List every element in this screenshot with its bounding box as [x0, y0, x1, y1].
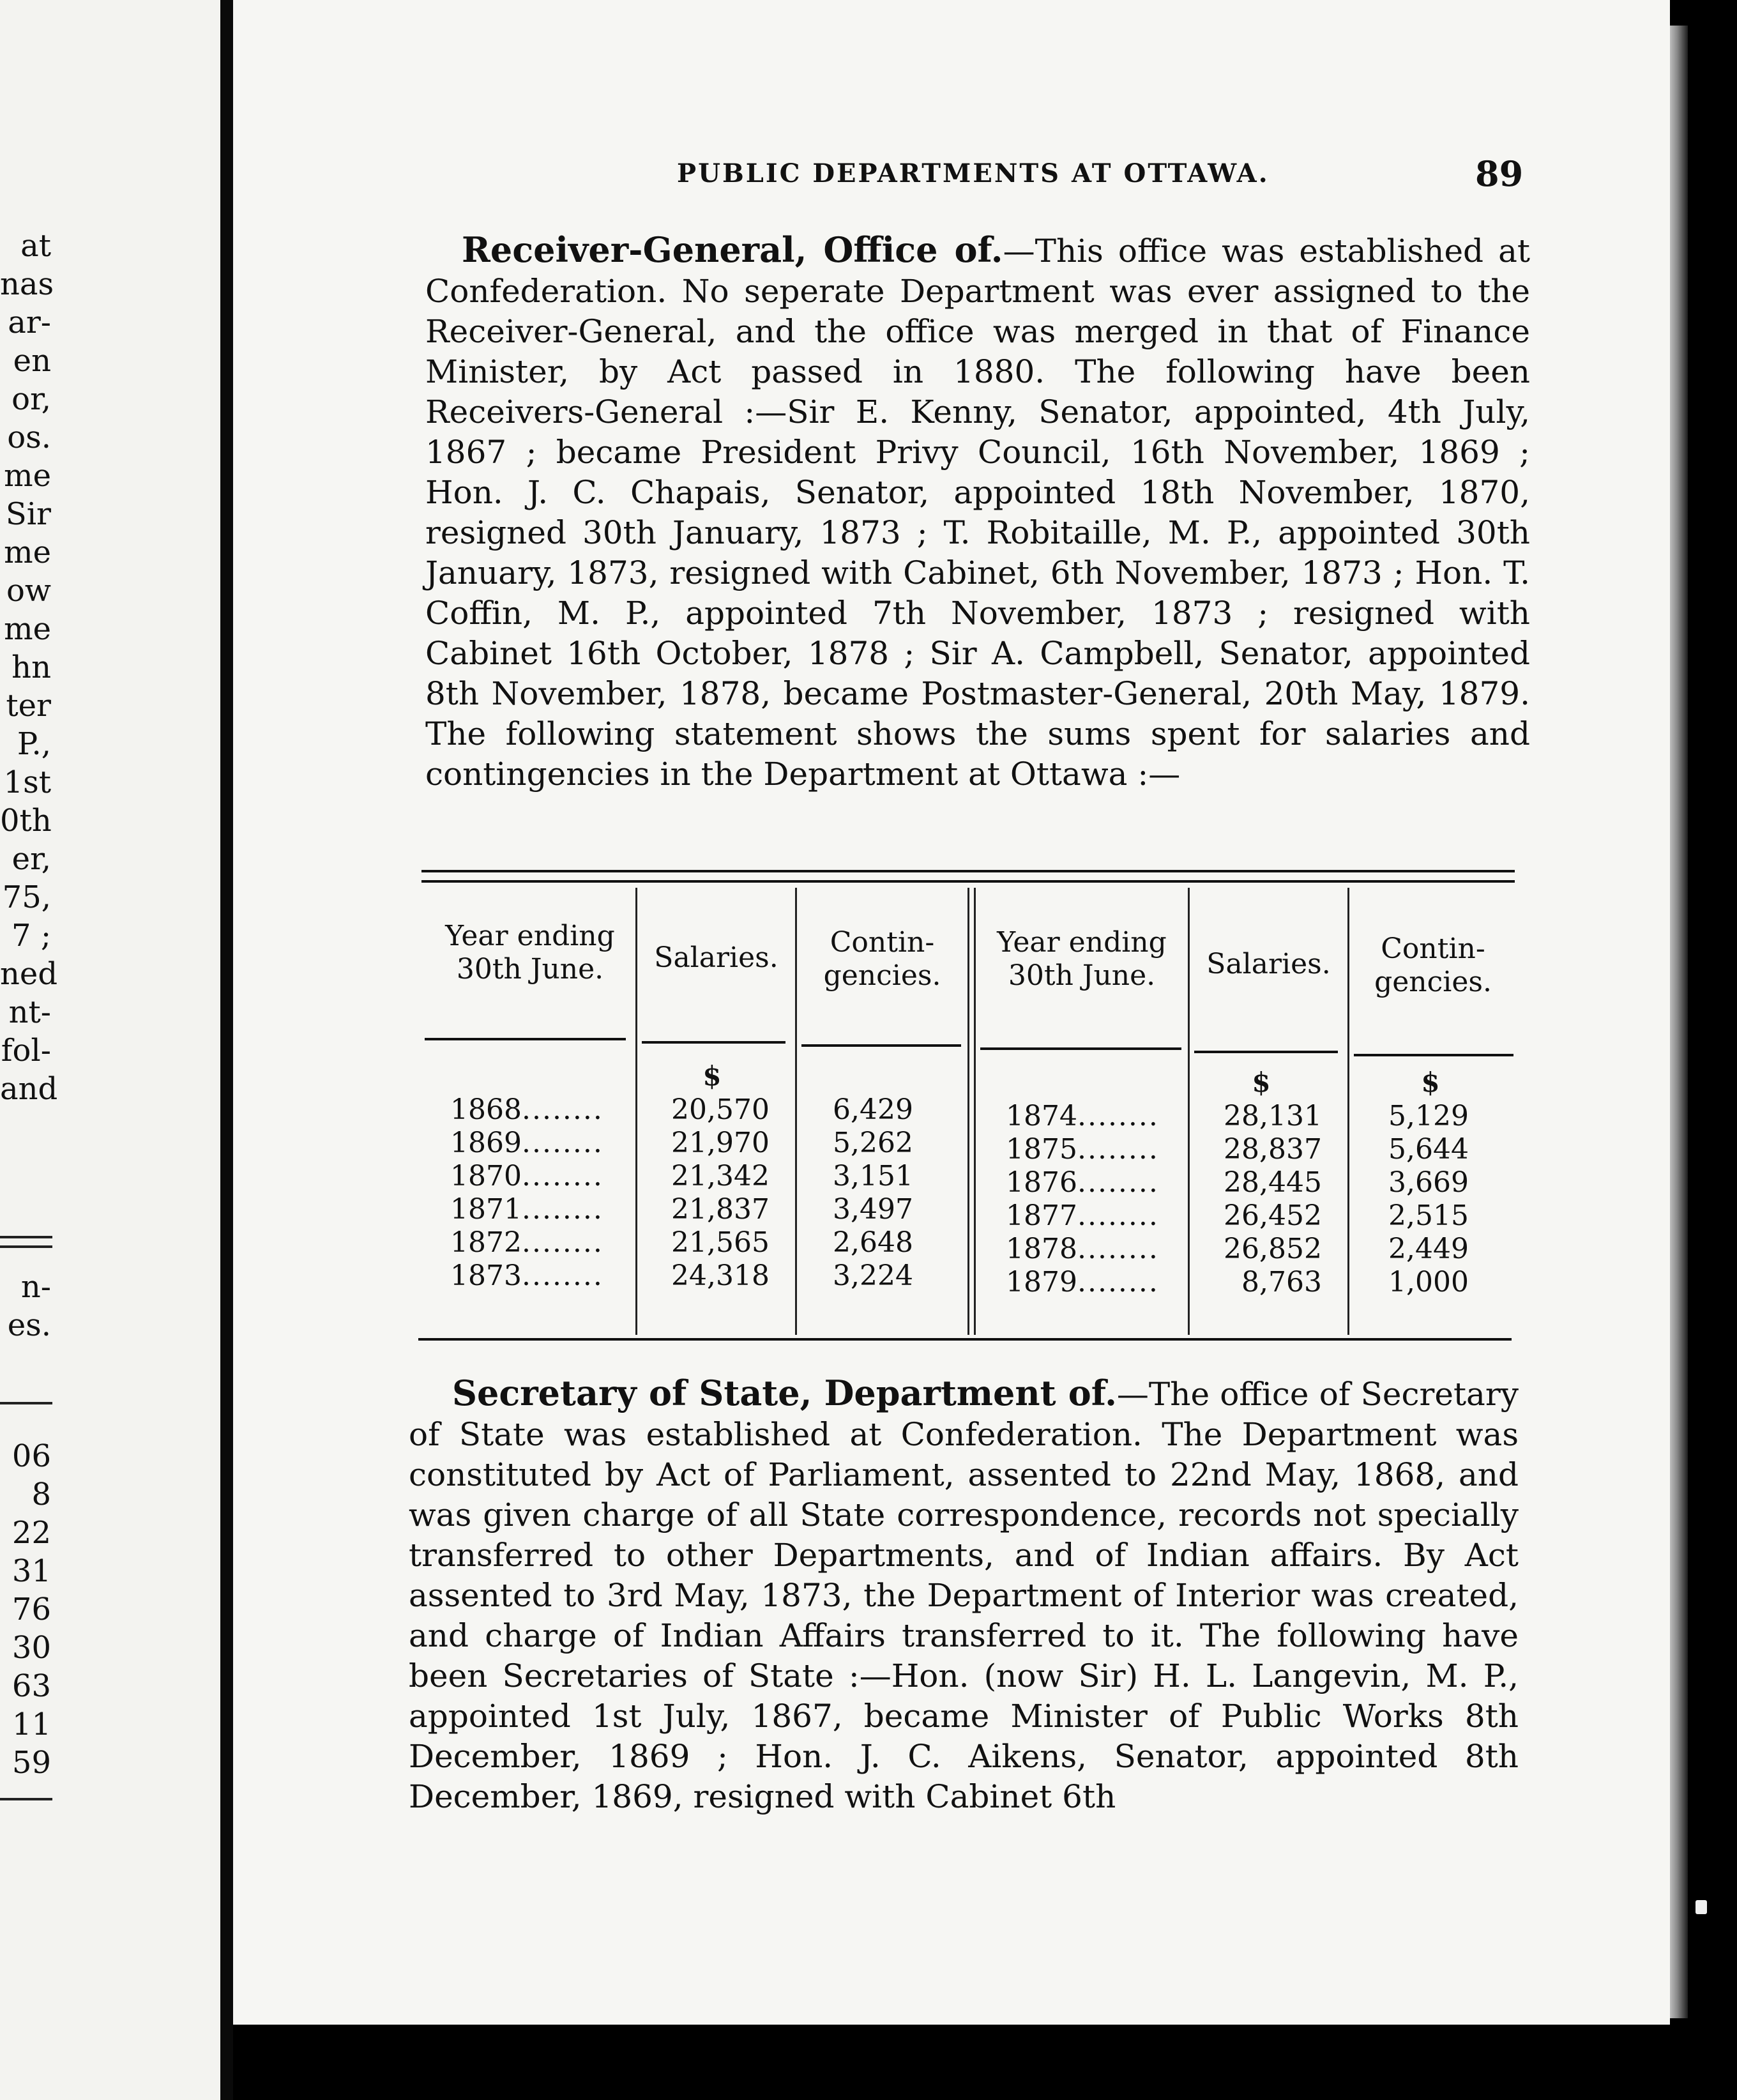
adjacent-page-fragment-text: 06 — [11, 1438, 51, 1474]
adjacent-page-fragment-text: 11 — [11, 1707, 51, 1742]
adjacent-page-fragment-text: or, — [11, 381, 51, 417]
adjacent-page-fragment-text: es. — [7, 1307, 51, 1343]
adjacent-page-fragment-text: 59 — [11, 1745, 51, 1781]
adjacent-page-fragment-text: n- — [20, 1269, 51, 1305]
header-year-ending-right: Year ending 30th June. — [997, 926, 1167, 992]
table-cell-salaries: 24,318 — [671, 1259, 770, 1292]
book-gutter — [220, 0, 233, 2100]
adjacent-page-fragment-text: me — [4, 458, 51, 494]
header-rule — [425, 1038, 626, 1040]
header-salaries-right: Salaries. — [1206, 948, 1331, 980]
column-separator — [967, 888, 969, 1335]
table-top-rule — [421, 870, 1515, 872]
adjacent-page-fragment — [0, 0, 220, 2100]
currency-sign: $ — [1252, 1067, 1271, 1098]
adjacent-page-rule — [0, 1798, 52, 1800]
table-cell-salaries: 20,570 — [671, 1093, 770, 1126]
table-cell-salaries: 28,445 — [1224, 1166, 1322, 1199]
table-row-year: 1871........ — [450, 1193, 603, 1226]
table-cell-salaries: 28,837 — [1224, 1133, 1322, 1166]
table-cell-contingencies: 5,129 — [1388, 1100, 1469, 1132]
table-row-year: 1877........ — [1006, 1199, 1159, 1232]
running-head: PUBLIC DEPARTMENTS AT OTTAWA. — [677, 158, 1270, 188]
table-cell-salaries: 26,452 — [1224, 1199, 1322, 1232]
receiver-general-body: —This office was established at Confederation. No seperate Department was ever assigned to the Receiver-General, and the office was merged in that of Finance Minister, by Act passed in 1880. The following have been Receivers-General :—Sir E. Kenny, Senator, appointed, 4th July, 1867 ; became President Privy Council, 16th November, 1869 ; Hon. J. C. Chapais, Senator, appointed 18th November, 1870, resigned 30th January, 1873 ; T. Robitaille, M. P., appointed 30th January, 1873, resigned with Cabinet, 6th November, 1873 ; Hon. T. Coffin, M. P., appointed 7th November, 1873 ; resigned with Cabinet 16th October, 1878 ; Sir A. Campbell, Senator, appointed 8th November, 1878, became Postmaster-General, 20th May, 1879. The following statement shows the sums spent for salaries and contingencies in the Department at Ottawa :— — [425, 232, 1530, 793]
adjacent-page-fragment-text: 22 — [11, 1515, 51, 1551]
table-top-rule — [421, 880, 1515, 883]
adjacent-page-fragment-text: 7 ; — [11, 918, 51, 954]
table-cell-salaries: 21,565 — [671, 1226, 770, 1259]
page-number: 89 — [1475, 153, 1524, 194]
header-rule — [980, 1047, 1181, 1050]
table-bottom-rule — [418, 1338, 1512, 1341]
table-row-year: 1878........ — [1006, 1233, 1159, 1265]
currency-sign: $ — [702, 1060, 722, 1092]
header-contingencies-left: Contin- gencies. — [823, 926, 941, 992]
adjacent-page-fragment-text: 30 — [11, 1630, 51, 1666]
table-cell-contingencies: 3,497 — [833, 1193, 913, 1226]
table-cell-contingencies: 3,669 — [1388, 1166, 1469, 1199]
adjacent-page-fragment-text: 75, — [2, 879, 51, 915]
table-row-year: 1874........ — [1006, 1100, 1159, 1132]
adjacent-page-fragment-text: en — [13, 343, 51, 379]
adjacent-page-rule — [0, 1402, 52, 1404]
adjacent-page-fragment-text: and — [0, 1071, 58, 1107]
adjacent-page-fragment-text: me — [4, 611, 51, 647]
adjacent-page-fragment-text: nt- — [8, 994, 51, 1030]
adjacent-page-fragment-text: os. — [7, 420, 51, 455]
table-cell-contingencies: 2,648 — [833, 1226, 913, 1259]
adjacent-page-fragment-text: me — [4, 535, 51, 570]
adjacent-page-fragment-text: 1st — [3, 765, 51, 800]
table-row-year: 1870........ — [450, 1160, 603, 1192]
table-cell-contingencies: 2,515 — [1388, 1199, 1469, 1232]
adjacent-page-rule — [0, 1236, 52, 1238]
adjacent-page-fragment-text: hn — [11, 650, 51, 685]
table-cell-contingencies: 5,644 — [1388, 1133, 1469, 1166]
header-rule — [1354, 1054, 1513, 1056]
table-row-year: 1869........ — [450, 1127, 603, 1159]
adjacent-page-fragment-text: 63 — [11, 1668, 51, 1704]
adjacent-page-fragment-text: er, — [11, 841, 51, 877]
header-year-ending-left: Year ending 30th June. — [445, 920, 615, 985]
table-cell-salaries: 28,131 — [1224, 1100, 1322, 1132]
adjacent-page-fragment-text: fol- — [1, 1033, 51, 1069]
table-row-year: 1875........ — [1006, 1133, 1159, 1166]
header-rule — [801, 1044, 961, 1047]
table-cell-salaries: 21,837 — [671, 1193, 770, 1226]
table-row-year: 1872........ — [450, 1226, 603, 1259]
secretary-of-state-body: —The office of Secretary of State was established at Confederation. The Department was constituted by Act of Parliament, assented to 22nd May, 1868, and was given charge of all State correspondence, records not specially transferred to other Departments, and of Indian affairs. By Act assented to 3rd May, 1873, the Department of Interior was created, and charge of Indian Affairs transferred to it. The following have been Secretaries of State :—Hon. (now Sir) H. L. Langevin, M. P., appointed 1st July, 1867, became Minister of Public Works 8th December, 1869 ; Hon. J. C. Aikens, Senator, appointed 8th December, 1869, resigned with Cabinet 6th — [409, 1376, 1519, 1815]
header-rule — [642, 1041, 785, 1044]
adjacent-page-fragment-text: at — [20, 228, 51, 264]
adjacent-page-fragment-text: Sir — [5, 496, 51, 532]
adjacent-page-rule — [0, 1245, 52, 1248]
adjacent-page-fragment-text: 31 — [11, 1553, 51, 1589]
table-cell-contingencies: 5,262 — [833, 1127, 913, 1159]
table-row-year: 1873........ — [450, 1259, 603, 1292]
scan-artifact — [1695, 1900, 1707, 1914]
table-cell-contingencies: 2,449 — [1388, 1233, 1469, 1265]
table-cell-contingencies: 1,000 — [1388, 1266, 1469, 1298]
header-contingencies-right: Contin- gencies. — [1374, 932, 1492, 998]
table-row-year: 1876........ — [1006, 1166, 1159, 1199]
table-cell-contingencies: 3,151 — [833, 1160, 913, 1192]
adjacent-page-fragment-text: 76 — [11, 1592, 51, 1627]
adjacent-page-fragment-text: P., — [17, 726, 51, 762]
receiver-general-paragraph — [425, 230, 1530, 795]
table-cell-salaries: 8,763 — [1241, 1266, 1322, 1298]
table-cell-salaries: 21,342 — [671, 1160, 770, 1192]
receiver-general-heading: Receiver-General, Office of. — [462, 229, 1003, 270]
header-rule — [1194, 1051, 1338, 1053]
table-cell-contingencies: 6,429 — [833, 1093, 913, 1126]
adjacent-page-fragment-text: 0th — [0, 803, 52, 839]
adjacent-page-fragment-text: ter — [6, 688, 51, 724]
adjacent-page-fragment-text: 8 — [31, 1477, 51, 1512]
page-edge — [1670, 26, 1688, 2018]
secretary-of-state-heading: Secretary of State, Department of. — [452, 1373, 1117, 1413]
table-cell-contingencies: 3,224 — [833, 1259, 913, 1292]
table-row-year: 1868........ — [450, 1093, 603, 1126]
header-salaries-left: Salaries. — [654, 941, 778, 974]
currency-sign: $ — [1421, 1067, 1440, 1098]
adjacent-page-fragment-text: nas — [0, 266, 54, 302]
adjacent-page-fragment-text: ned — [0, 956, 58, 992]
secretary-of-state-paragraph — [409, 1373, 1519, 1817]
table-row-year: 1879........ — [1006, 1266, 1159, 1298]
table-cell-salaries: 26,852 — [1224, 1233, 1322, 1265]
adjacent-page-fragment-text: ow — [6, 573, 51, 609]
adjacent-page-fragment-text: ar- — [8, 305, 51, 340]
table-cell-salaries: 21,970 — [671, 1127, 770, 1159]
